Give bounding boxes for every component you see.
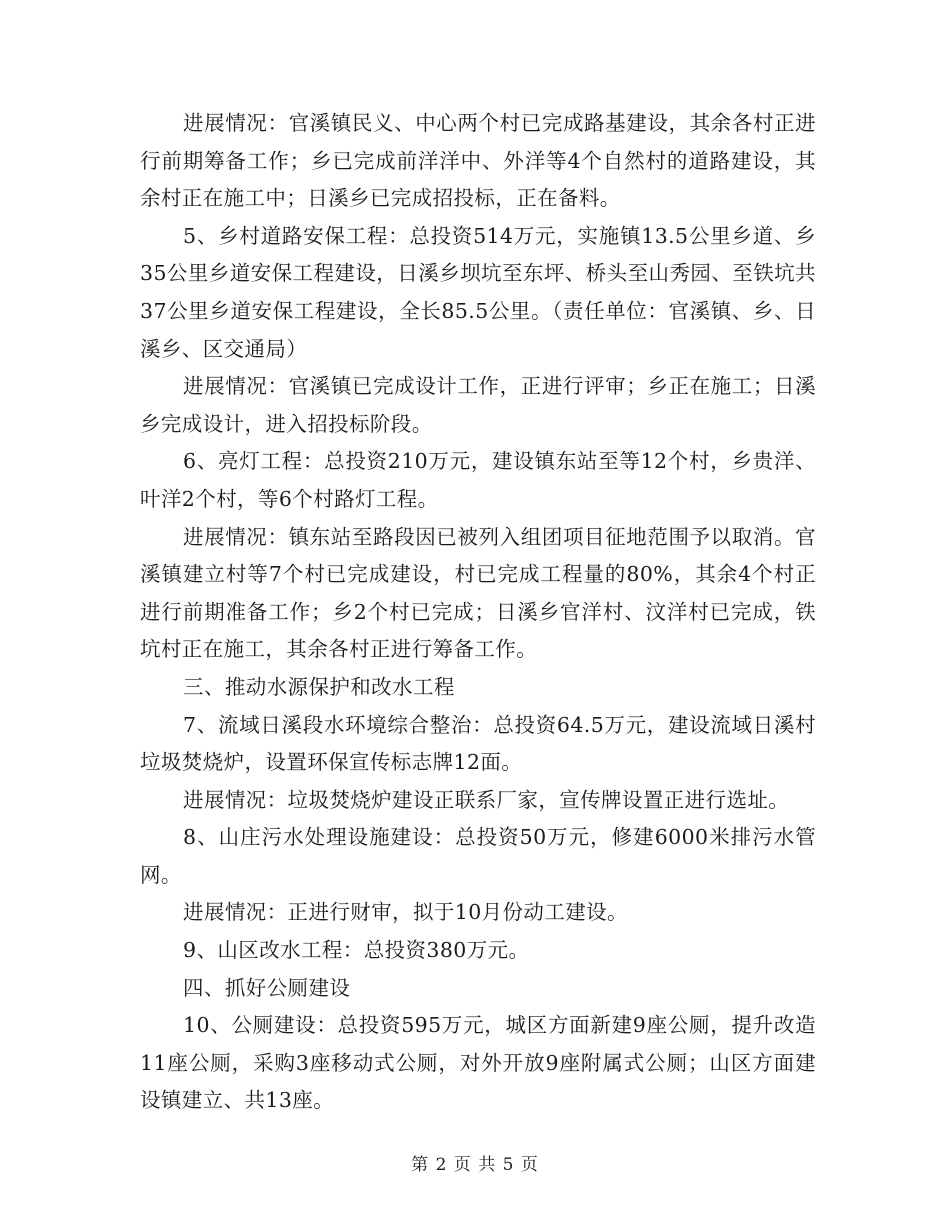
paragraph-progress-roads: 进展情况：官溪镇民义、中心两个村已完成路基建设，其余各村正进行前期筹备工作；乡已完成前洋洋中、外洋等4个自然村的道路建设，其余村正在施工中；日溪乡已完成招投标，正在备料。 [140, 111, 816, 211]
paragraph-mountain-water: 9、山区改水工程：总投资380万元。 [183, 938, 530, 963]
paragraph-progress-sewage: 进展情况：正进行财审，拟于10月份动工建设。 [183, 900, 628, 925]
paragraph-toilet-construction: 10、公厕建设：总投资595万元，城区方面新建9座公厕，提升改造11座公厕，采购3座移动式公厕，对外开放9座附属式公厕；山区方面建设镇建立、共13座。 [140, 1013, 816, 1113]
section-heading-water: 三、推动水源保护和改水工程 [183, 674, 455, 699]
section-heading-toilets: 四、抓好公厕建设 [183, 975, 351, 1000]
paragraph-lighting-project: 6、亮灯工程：总投资210万元，建设镇东站至等12个村，乡贵洋、叶洋2个村，等6个村路灯工程。 [140, 449, 816, 511]
document-body [140, 105, 816, 1120]
paragraph-progress-road-safety: 进展情况：官溪镇已完成设计工作，正进行评审；乡正在施工；日溪乡完成设计，进入招投标阶段。 [140, 374, 816, 436]
paragraph-water-environment: 7、流域日溪段水环境综合整治：总投资64.5万元，建设流域日溪村垃圾焚烧炉，设置环保宣传标志牌12面。 [140, 712, 816, 775]
paragraph-sewage-facility: 8、山庄污水处理设施建设：总投资50万元，修建6000米排污水管网。 [140, 825, 816, 887]
paragraph-road-safety-project: 5、乡村道路安保工程：总投资514万元，实施镇13.5公里乡道、乡35公里乡道安保工程建设，日溪乡坝坑至东坪、桥头至山秀园、至铁坑共37公里乡道安保工程建设，全长85.5公里。（责任单位：官溪镇、乡、日溪乡、区交通局） [140, 223, 816, 361]
page-number: 第 2 页 共 5 页 [411, 1155, 539, 1175]
paragraph-progress-incinerator: 进展情况：垃圾焚烧炉建设正联系厂家，宣传牌设置正进行选址。 [183, 787, 790, 812]
paragraph-progress-lighting: 进展情况：镇东站至路段因已被列入组团项目征地范围予以取消。官溪镇建立村等7个村已完成建设，村已完成工程量的80%，其余4个村正进行前期准备工作；乡2个村已完成；日溪乡官洋村、汶洋村已完成，铁坑村正在施工，其余各村正进行筹备工作。 [140, 524, 816, 662]
